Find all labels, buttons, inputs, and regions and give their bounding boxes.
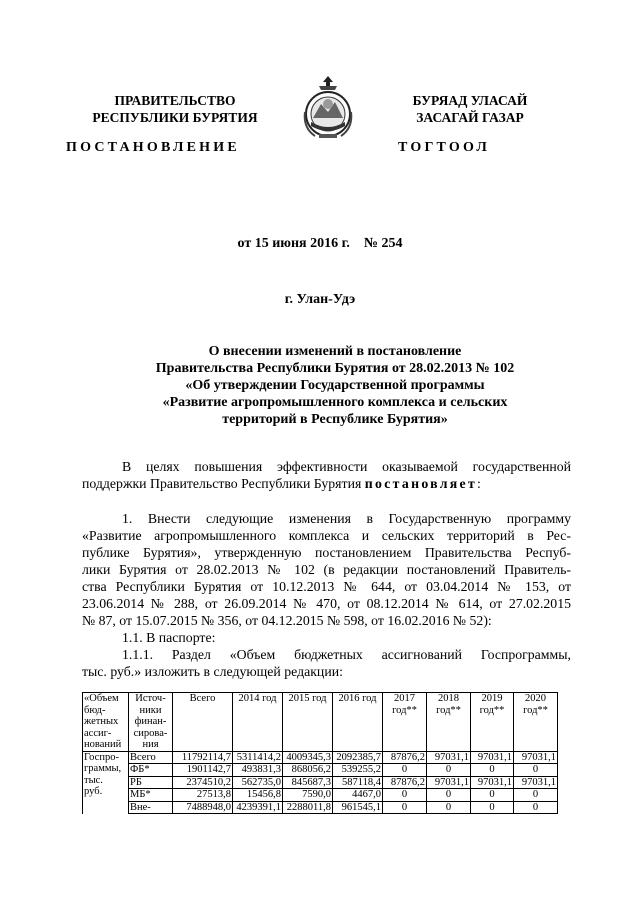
item-1-paragraph (82, 510, 571, 680)
document-title (80, 343, 590, 428)
value-cell: 587118,4 (333, 776, 383, 789)
intro-line2 (82, 475, 571, 492)
value-cell: 4239391,1 (233, 801, 283, 814)
value-cell: 0 (427, 789, 471, 802)
table-row (83, 801, 558, 814)
value-cell: 0 (427, 764, 471, 777)
value-cell: 961545,1 (333, 801, 383, 814)
title-line: Правительства Республики Бурятия от 28.02.2013 № 102 (155, 361, 515, 376)
government-name-line2: РЕСПУБЛИКИ БУРЯТИЯ (92, 110, 258, 125)
value-cell: 845687,3 (283, 776, 333, 789)
value-cell: 0 (383, 789, 427, 802)
value-cell: 0 (471, 764, 514, 777)
table-row (83, 751, 558, 764)
government-name-line1: ПРАВИТЕЛЬСТВО (114, 93, 236, 108)
value-cell: 87876,2 (383, 776, 427, 789)
source-cell: ФБ* (129, 764, 173, 777)
intro-paragraph (82, 458, 571, 492)
budget-table (82, 692, 558, 814)
value-cell: 0 (514, 764, 558, 777)
value-cell: 0 (383, 764, 427, 777)
item-1-line: «Развитие агропромышленного комплекса и сельских территорий в Рес- (82, 528, 571, 543)
header-cell-allocation: «Объем бюд- жетных ассиг- нований (83, 693, 129, 752)
value-cell: 493831,3 (233, 764, 283, 777)
document-type-bur: ТОГТООЛ (398, 140, 491, 155)
intro-line1: В целях повышения эффективности оказываемой государственной (122, 459, 571, 474)
value-cell: 27513,8 (173, 789, 233, 802)
value-cell: 562735,0 (233, 776, 283, 789)
item-1-line: № 87, от 15.07.2015 № 356, от 04.12.2015 № 598, от 16.02.2016 № 52): (82, 613, 492, 628)
value-cell: 0 (471, 789, 514, 802)
intro-colon: : (477, 476, 481, 491)
item-1-1: 1.1. В паспорте: (122, 630, 216, 645)
title-line: «Развитие агропромышленного комплекса и сельских (162, 395, 508, 410)
value-cell: 539255,2 (333, 764, 383, 777)
value-cell: 97031,1 (471, 751, 514, 764)
intro-text: поддержки Правительство Республики Бурятия (82, 476, 365, 491)
coat-of-arms-icon (301, 74, 355, 144)
value-cell: 868056,2 (283, 764, 333, 777)
value-cell: 97031,1 (427, 776, 471, 789)
header-cell-2020: 2020 год** (514, 693, 558, 752)
government-name-ru (60, 92, 290, 126)
title-line: территорий в Республике Бурятия» (222, 412, 448, 427)
government-name-bur-line1: БУРЯАД УЛАСАЙ (412, 93, 528, 108)
value-cell: 7590,0 (283, 789, 333, 802)
table-row (83, 764, 558, 777)
program-label-cell: Госпро- граммы, тыс. руб. (83, 751, 129, 814)
source-cell: МБ* (129, 789, 173, 802)
value-cell: 7488948,0 (173, 801, 233, 814)
title-line: «Об утверждении Государственной программы (185, 378, 485, 393)
value-cell: 0 (427, 801, 471, 814)
title-line: О внесении изменений в постановление (208, 344, 462, 359)
header-cell-2018: 2018 год** (427, 693, 471, 752)
item-1-1-1-line: 1.1.1. Раздел «Объем бюджетных ассигнований Госпрограммы, (122, 647, 571, 662)
value-cell: 0 (514, 801, 558, 814)
government-name-bur-line2: ЗАСАГАЙ ГАЗАР (416, 110, 524, 125)
source-cell: Всего (129, 751, 173, 764)
value-cell: 0 (383, 801, 427, 814)
value-cell: 15456,8 (233, 789, 283, 802)
value-cell: 97031,1 (514, 776, 558, 789)
item-1-line: 1. Внести следующие изменения в Государственную программу (122, 511, 571, 526)
value-cell: 2374510,2 (173, 776, 233, 789)
header-cell-2016: 2016 год (333, 693, 383, 752)
item-1-line: 23.06.2014 № 288, от 26.09.2014 № 470, от 08.12.2014 № 614, от 27.02.2015 (82, 596, 571, 611)
document-city: г. Улан-Удэ (284, 292, 356, 307)
resolves-word: постановляет (364, 476, 478, 491)
value-cell: 2288011,8 (283, 801, 333, 814)
item-1-1-1-line: тыс. руб.» изложить в следующей редакции: (82, 664, 343, 679)
table-row (83, 776, 558, 789)
header-cell-2014: 2014 год (233, 693, 283, 752)
item-1-line: публике Бурятия», утвержденную постановлением Правительства Респуб- (82, 545, 571, 560)
header-cell-2019: 2019 год** (471, 693, 514, 752)
document-date-number: от 15 июня 2016 г. № 254 (237, 236, 403, 251)
item-1-line: ства Республики Бурятия от 10.12.2013 № 644, от 03.04.2014 № 153, от (82, 579, 571, 594)
value-cell: 4009345,3 (283, 751, 333, 764)
value-cell: 97031,1 (471, 776, 514, 789)
table-row (83, 789, 558, 802)
source-cell: Вне- (129, 801, 173, 814)
header-cell-total: Всего (173, 693, 233, 752)
document-type-ru: ПОСТАНОВЛЕНИЕ (66, 140, 240, 155)
header-cell-source: Источ- ники финан- сирова- ния (129, 693, 173, 752)
header-cell-2015: 2015 год (283, 693, 333, 752)
value-cell: 2092385,7 (333, 751, 383, 764)
value-cell: 1901142,7 (173, 764, 233, 777)
value-cell: 97031,1 (514, 751, 558, 764)
value-cell: 4467,0 (333, 789, 383, 802)
value-cell: 97031,1 (427, 751, 471, 764)
header-cell-2017: 2017 год** (383, 693, 427, 752)
value-cell: 5311414,2 (233, 751, 283, 764)
value-cell: 11792114,7 (173, 751, 233, 764)
value-cell: 0 (471, 801, 514, 814)
value-cell: 87876,2 (383, 751, 427, 764)
table-header-row (83, 693, 558, 752)
value-cell: 0 (514, 789, 558, 802)
item-1-line: лики Бурятия от 28.02.2013 № 102 (в редакции постановлений Правитель- (82, 562, 571, 577)
source-cell: РБ (129, 776, 173, 789)
government-name-bur (370, 92, 570, 126)
